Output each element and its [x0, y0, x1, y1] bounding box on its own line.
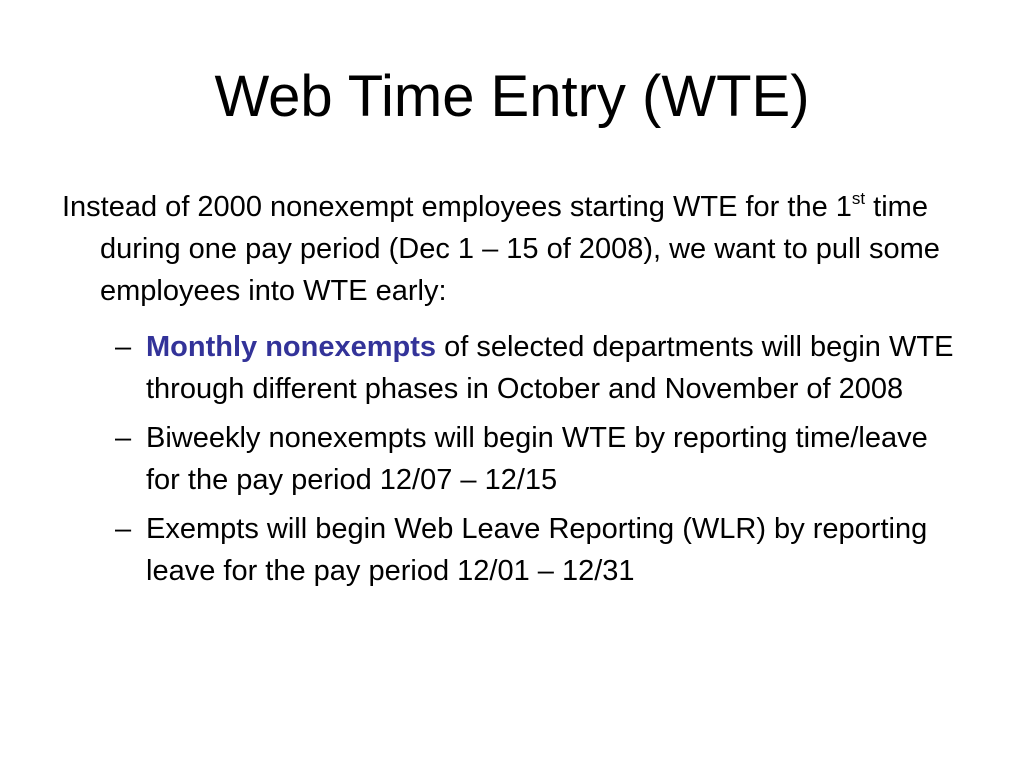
bullet-item-monthly-nonexempts [62, 326, 962, 410]
bullet-item-biweekly-nonexempts [62, 417, 962, 501]
slide-title: Web Time Entry (WTE) [214, 64, 810, 129]
slide-body [62, 186, 962, 599]
intro-text-end: time during one pay period (Dec 1 – 15 of 2008), we want to pull some employees into WTE early: [100, 191, 940, 307]
bullet-text: of selected departments will begin WTE through different phases in October and November of 2008 [146, 331, 954, 405]
bullet-text: Exempts will begin Web Leave Reporting (WLR) by reporting leave for the pay period 12/01 – 12/31 [146, 513, 928, 587]
bullet-item-exempts [62, 508, 962, 592]
dash-bullet-icon: – [115, 513, 132, 545]
bullet-list [62, 326, 962, 592]
dash-bullet-icon: – [115, 422, 132, 454]
bullet-text: Biweekly nonexempts will begin WTE by reporting time/leave for the pay period 12/07 – 12/15 [146, 422, 928, 496]
intro-paragraph [62, 186, 962, 312]
bullet-emphasis: Monthly nonexempts [146, 331, 437, 363]
dash-bullet-icon: – [115, 331, 132, 363]
ordinal-superscript: st [851, 189, 866, 208]
intro-text-start: Instead of 2000 nonexempt employees starting WTE for the 1 [62, 191, 852, 223]
